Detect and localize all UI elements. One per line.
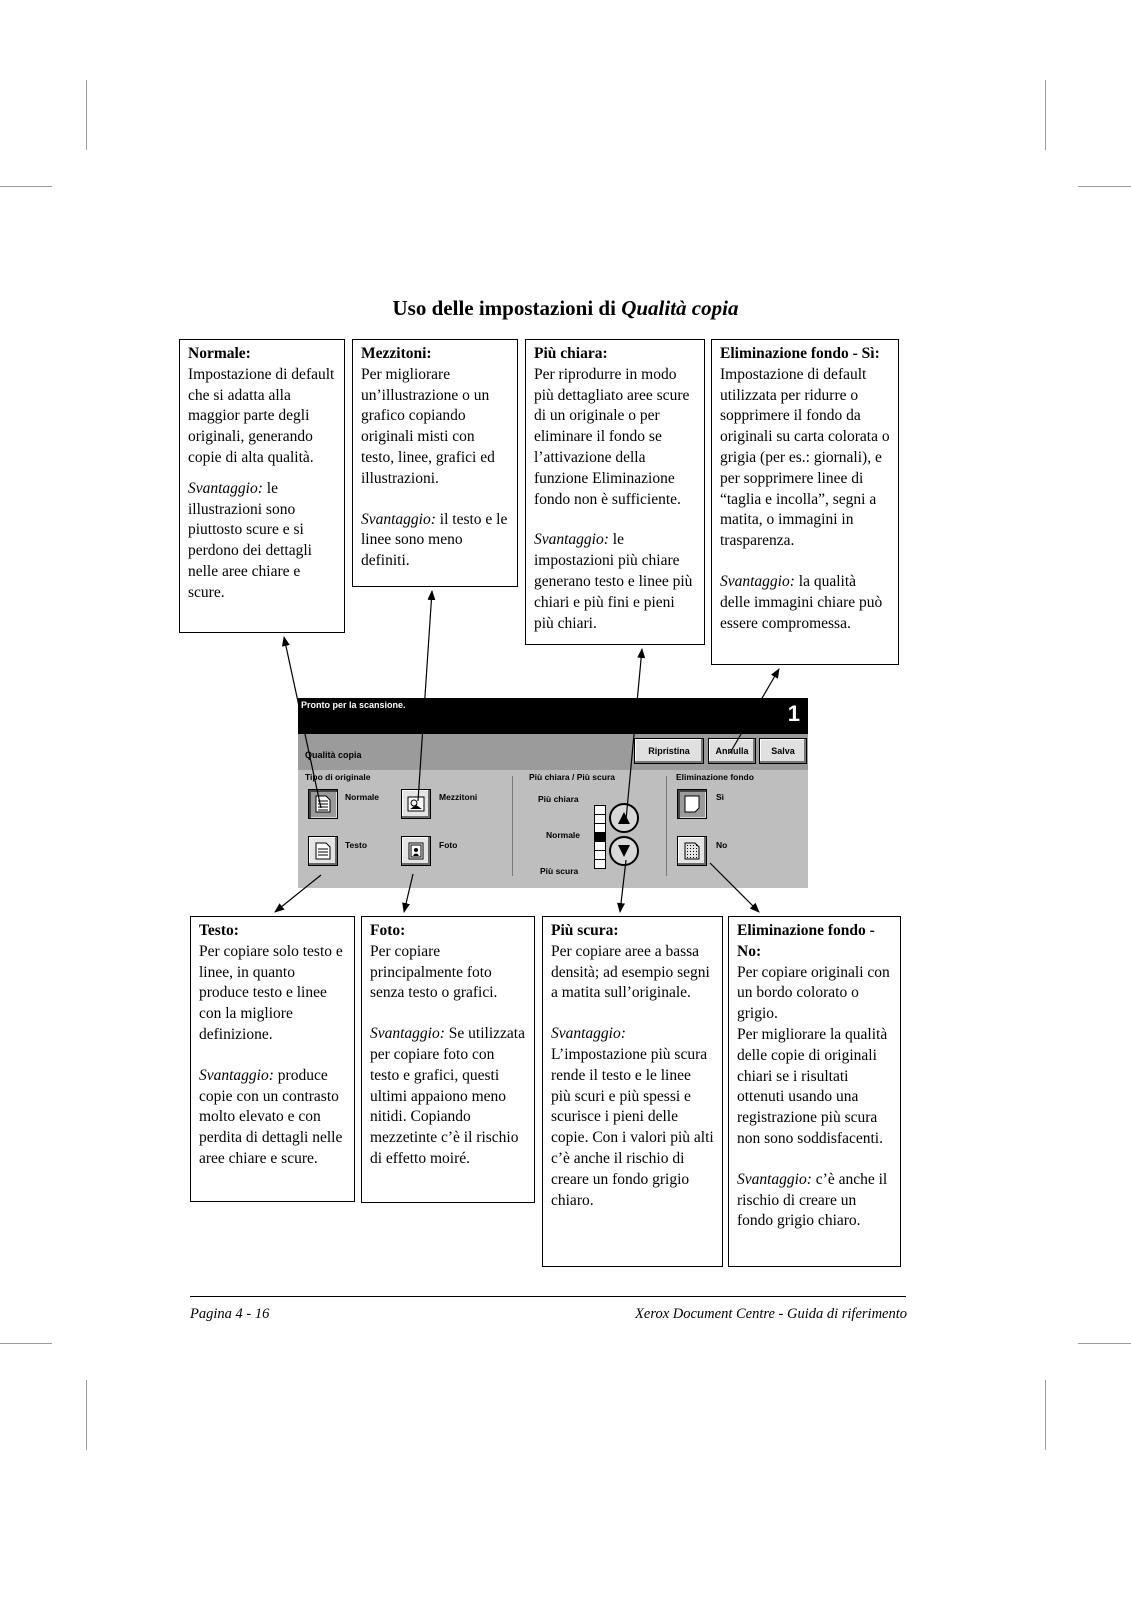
drawback-label: Svantaggio: [361,510,436,528]
divider [666,776,667,876]
drawback-text: c’è anche il rischio di creare un fondo grigio chiaro. [737,1170,888,1230]
status-bar [298,698,808,734]
document-text-icon [315,795,331,813]
callout-eliminazione-no [728,916,901,1267]
callout-heading: Foto: [370,922,406,939]
crop-mark [1078,186,1131,187]
darker-label: Più scura [540,866,579,876]
callout-text: Impostazione di default che si adatta alla maggior parte degli originali, generando copie di alta qualità. [188,365,335,466]
normale-label: Normale [345,792,380,802]
lighter-label: Più chiara [538,794,579,804]
callout-text: Per copiare aree a bassa densità; ad esempio segni a matita sull’originale. [551,942,710,1002]
callout-text: Per riprodurre in modo più dettagliato aree scure di un originale o per eliminare il fondo se l’attivazione della funzione Eliminazione fondo non è sufficiente. [534,365,690,508]
callout-heading: Normale: [188,345,251,362]
testo-button[interactable] [308,836,338,866]
footer-rule [190,1296,906,1297]
lighter-button[interactable] [609,803,639,833]
copy-count: 1 [787,701,800,726]
arrow-down-icon [617,844,631,858]
document-lines-icon [315,842,331,860]
drawback-text: produce copie con un contrasto molto elevato e con perdita di dettagli nelle aree chiare e scure. [199,1066,343,1167]
callout-heading: Mezzitoni: [361,345,432,362]
footer-page: Pagina 4 - 16 [190,1306,270,1322]
drawback-label: Svantaggio: [199,1066,274,1084]
callout-mezzitoni [352,339,518,587]
arrow-up-icon [617,811,631,825]
drawback-label: Svantaggio: [737,1170,812,1188]
no-label: No [716,840,728,850]
photo-icon [408,842,424,860]
page-title [0,296,1131,321]
drawback-text: L’impostazione più scura rende il testo e le linee più scuri e più spessi e scurisce i pieni delle copie. Con i valori più alti c’è anche il rischio di creare un fondo grigio chiaro. [551,1045,714,1209]
drawback-label: Svantaggio: [534,531,609,549]
feature-bar [298,734,808,770]
divider [512,776,513,876]
drawback-text: Se utilizzata per copiare foto con testo e grafici, questi ultimi appaiono meno nitidi. Copiando mezzetinte c’è il rischio di effetto moiré. [370,1025,525,1167]
foto-label: Foto [439,840,458,850]
title-prefix: Uso delle impostazioni di [392,296,616,320]
mezzitoni-button[interactable] [401,789,431,819]
callout-text: Per copiare principalmente foto senza testo o grafici. [370,942,498,1002]
drawback-text: la qualità delle immagini chiare può essere compromessa. [720,572,883,632]
drawback-text: le illustrazioni sono piuttosto scure e si perdono dei dettagli nelle aree chiare e scure. [188,479,312,601]
crop-mark [86,1380,87,1450]
callout-text-2: Per migliorare la qualità delle copie di originali chiari se i risultati ottenuti usando una registrazione più scura non sono soddisfacenti. [737,1025,888,1147]
callout-normale [179,339,345,633]
callout-piu-scura [542,916,723,1267]
callout-heading: Più chiara: [534,345,608,362]
title-italic: Qualità copia [621,296,739,320]
drawback-text: il testo e le linee sono meno definiti. [361,510,508,570]
darker-button[interactable] [609,836,639,866]
crop-mark [86,80,87,150]
drawback-label: Svantaggio: [720,572,795,590]
callout-heading: Testo: [199,922,239,939]
crop-mark [1078,1343,1131,1344]
copier-screen [298,698,808,888]
callout-testo [190,916,355,1202]
drawback-label: Svantaggio: [551,1025,626,1043]
callout-text: Per copiare solo testo e linee, in quanto produce testo e linee con la migliore definizione. [199,942,343,1043]
status-message: Pronto per la scansione. [301,700,406,710]
section-original-type: Tipo di originale [305,772,371,782]
callout-heading: Eliminazione fondo - No: [737,922,875,960]
si-label: Sì [716,792,725,802]
callout-heading: Più scura: [551,922,619,939]
crop-mark [0,1343,52,1344]
eliminazione-no-button[interactable] [677,836,707,866]
page-icon [684,795,700,813]
page-shaded-icon [684,842,700,860]
callout-eliminazione-si [711,339,899,665]
save-button[interactable]: Salva [759,738,807,764]
normal-label: Normale [546,830,581,840]
darkness-scale [594,806,606,866]
callout-piu-chiara [525,339,705,645]
testo-label: Testo [345,840,368,850]
feature-label: Qualità copia [305,750,362,760]
drawback-label: Svantaggio: [188,479,263,497]
reset-button[interactable]: Ripristina [634,738,704,764]
cancel-button[interactable]: Annulla [708,738,756,764]
drawback-label: Svantaggio: [370,1025,445,1043]
callout-text: Impostazione di default utilizzata per ridurre o sopprimere il fondo da originali su carta colorata o grigia (per es.: giornali), e per sopprimere linee di “taglia e incolla”, segni a matita, o immagini in trasparenza. [720,365,890,550]
normale-button[interactable] [308,789,338,819]
eliminazione-si-button[interactable] [677,789,707,819]
callout-foto [361,916,535,1203]
crop-mark [0,186,52,187]
crop-mark [1045,80,1046,150]
callout-heading: Eliminazione fondo - Sì: [720,345,880,362]
mezzitoni-label: Mezzitoni [439,792,478,802]
drawback-text: le impostazioni più chiare generano testo e linee più chiari e più fini e pieni più chiari. [534,531,693,632]
crop-mark [1045,1380,1046,1450]
section-lighter-darker: Più chiara / Più scura [529,772,615,782]
callout-text: Per migliorare un’illustrazione o un grafico copiando originali misti con testo, linee, grafici ed illustrazioni. [361,365,495,487]
foto-button[interactable] [401,836,431,866]
callout-text: Per copiare originali con un bordo colorato o grigio. [737,963,890,1023]
halftone-image-icon [407,796,425,812]
darkness-step [594,859,606,869]
footer-doc-title: Xerox Document Centre - Guida di riferimento [635,1306,907,1322]
section-background: Eliminazione fondo [676,772,754,782]
